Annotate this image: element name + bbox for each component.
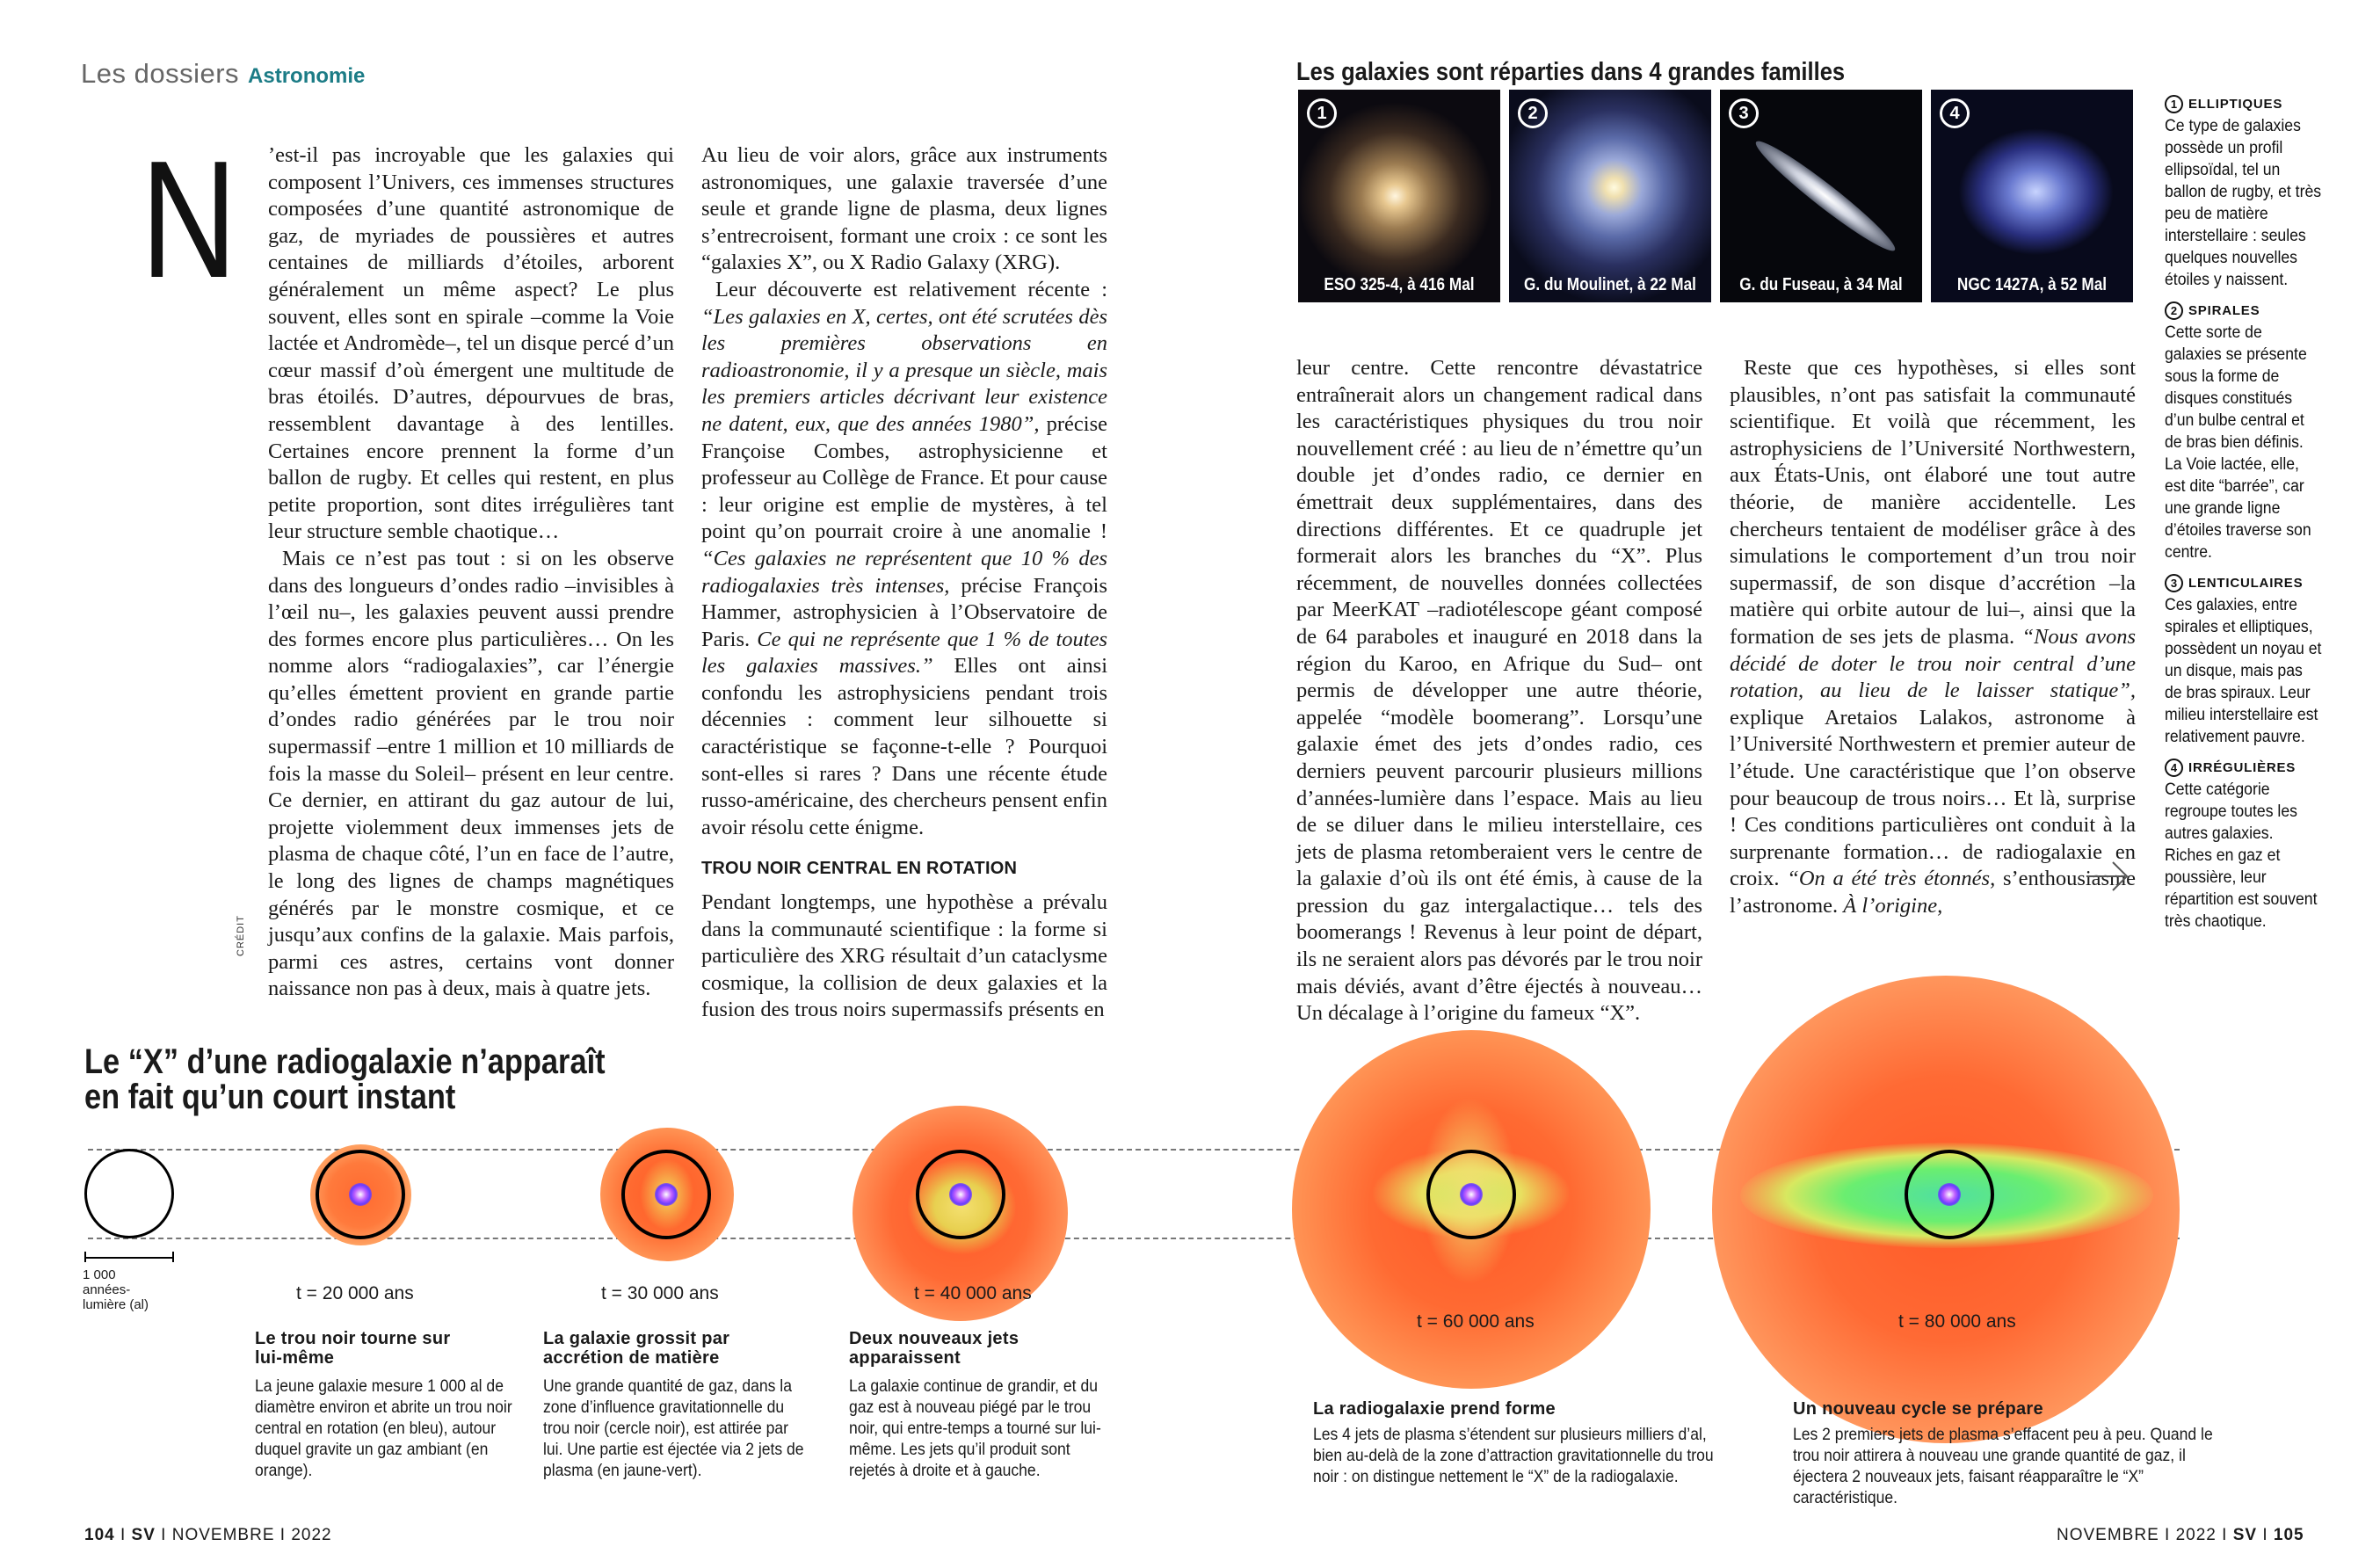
issue-date-left: NOVEMBRE I 2022 [171, 1526, 332, 1544]
scale-circle [84, 1149, 174, 1238]
galaxy-photo-spiral [1509, 90, 1711, 302]
galaxy-photo-irregular [1931, 90, 2133, 302]
article-column-1 [268, 142, 674, 1003]
footer-right: NOVEMBRE I 2022 I SV I 105 [2057, 1526, 2304, 1544]
issue-date-right: NOVEMBRE I 2022 [2057, 1526, 2217, 1544]
influence-ring-3 [916, 1150, 1005, 1239]
influence-ring-4 [1426, 1150, 1516, 1239]
badge-3: 3 [1729, 98, 1759, 128]
article-column-2 [701, 142, 1107, 1024]
scale-bar-tick-left [84, 1252, 86, 1262]
article-column-4 [1730, 355, 2136, 919]
col1-paragraph-1: ’est-il pas incroyable que les galaxies qui composent l’Univers, ces immenses structures composées d’une quantité astronomique de gaz, de myriades de poussières et autres centaines de milliards d’étoiles, arborent généralement un même aspect? Le plus souvent, elles sont en spirale –comme la Voie lactée et Andromède–, tel un disque percé d’un cœur massif d’où émergent une multitude de bras étoilés. D’autres, dépourvues de bras, ressemblent davantage à des lentilles. Certaines encore prennent la forme d’un ballon de rugby. Et celles qui restent, en plus petite proportion, sont dites irrégulières tant leur structure semble chaotique… [268, 143, 674, 544]
influence-ring-2 [621, 1150, 711, 1239]
influence-ring-5 [1905, 1150, 1994, 1239]
scale-bar-tick-right [172, 1252, 174, 1262]
stage-text-3: La galaxie continue de grandir, et du gaz est à nouveau piégé par le trou noir, qui entre-temps a tourné sur lui-même. Les jets qu’il produit sont rejetés à droite et à gauche. [849, 1376, 1101, 1480]
photo-caption-1: ESO 325-4, à 416 Mal [1324, 275, 1475, 294]
type-text-4: Cette catégorie regroupe toutes les autres galaxies. Riches en gaz et poussière, leur répartition est souvent très chaotique. [2165, 780, 2318, 931]
continue-arrow-icon [2086, 857, 2130, 896]
infographic-title-line-1: Le “X” d’une radiogalaxie n’apparaît [84, 1042, 606, 1081]
badge-1: 1 [1307, 98, 1337, 128]
time-label-2: t = 30 000 ans [601, 1283, 719, 1303]
type-heading-3: 3 LENTICULAIRES [2165, 572, 2323, 594]
stage-title-1: Le trou noir tourne sur lui-même [255, 1329, 451, 1368]
type-heading-2: 2 SPIRALES [2165, 300, 2323, 322]
time-label-1: t = 20 000 ans [296, 1283, 414, 1303]
section-label: Les dossiers [81, 58, 240, 89]
time-label-5: t = 80 000 ans [1898, 1311, 2016, 1332]
col4-paragraph: Reste que ces hypothèses, si elles sont plausibles, n’ont pas satisfait la communauté scientifique. Et voilà que récemment, les astrophysiciens de l’Université Northwestern, aux États-Unis, ont élaboré une tout autre théorie, de manière accidentelle. Les chercheurs tentaient de modéliser grâce à des simulations le comportement d’un trou noir supermassif, de son disque d’accrétion –la matière qui orbite autour de lui–, ainsi que la formation de ses jets de plasma. “Nous avons décidé de doter le trou noir central d’une rotation, au lieu de le laisser statique”, explique Aretaios Lalakos, astronome à l’Université Northwestern et premier auteur de l’étude. Une caractéristique que l’on observe pour beaucoup de trous noirs… Et là, surprise ! Ces conditions particulières ont conduit à la surprenante formation… de radiogalaxie en croix. “On a été très étonnés, s’enthousiasme l’astronome. À l’origine, [1730, 356, 2137, 918]
col2-paragraph-2: Leur découverte est relativement récente : “Les galaxies en X, certes, ont été scrutées dès les premières observations en radioastronomie, il y a presque un siècle, mais les premiers articles décrivant leur existence ne datent, eux, que des années 1980”, précise Françoise Combes, astrophysicienne et professeur au Collège de France. Et pour cause : leur origine est emplie de mystères, à tel point qu’on pourrait croire à une anomalie ! “Ces galaxies ne représentent que 10 % des radiogalaxies très intenses, précise François Hammer, astrophysicien à l’Observatoire de Paris. Ce qui ne représente que 1 % de toutes les galaxies massives.” Elles ont ainsi confondu les astrophysiciens pendant trois décennies : comment leur silhouette si caractéristique se façonne-t-elle ? Pourquoi sont-elles si rares ? Dans une récente étude russo-américaine, des chercheurs pensent enfin avoir résolu cette énigme. [701, 277, 1108, 839]
logo-left: SV [131, 1526, 156, 1544]
influence-ring-1 [316, 1150, 405, 1239]
type-heading-4: 4 IRRÉGULIÈRES [2165, 757, 2323, 779]
article-column-3 [1296, 355, 1702, 1027]
subheading: TROU NOIR CENTRAL EN ROTATION [701, 859, 1018, 879]
footer-left: 104 I SV I NOVEMBRE I 2022 [84, 1526, 332, 1544]
scale-bar [84, 1257, 174, 1259]
photo-caption-2: G. du Moulinet, à 22 Mal [1524, 275, 1696, 294]
time-label-4: t = 60 000 ans [1417, 1311, 1535, 1332]
photo-caption-4: NGC 1427A, à 52 Mal [1956, 275, 2108, 294]
stage-title-4: La radiogalaxie prend forme [1313, 1399, 1556, 1419]
infographic-title [84, 1044, 606, 1114]
infographic-title-line-2: en fait qu’un court instant [84, 1078, 456, 1116]
stage-text-5: Les 2 premiers jets de plasma s’effacent peu à peu. Quand le trou noir attirera à nouveau une grande quantité de gaz, il éjectera 2 nouveaux jets, faisant réapparaître le “X” caractéristique. [1793, 1425, 2213, 1507]
stage-text-1: La jeune galaxie mesure 1 000 al de diamètre environ et abrite un trou noir central en rotation (en bleu), autour duquel gravite un gaz ambiant (en orange). [255, 1376, 512, 1480]
galaxy-photo-lenticular [1720, 90, 1922, 302]
galaxy-types-sidebar [2165, 88, 2323, 933]
galaxies-title: Les galaxies sont réparties dans 4 grandes familles [1296, 58, 1846, 86]
scale-label: 1 000 années- lumière (al) [83, 1267, 149, 1312]
section-header [81, 58, 365, 90]
stage-text-4: Les 4 jets de plasma s’étendent sur plusieurs milliers d’al, bien au-delà de la zone d’attraction gravitationnelle du trou noir : on distingue nettement le “X” de la radiogalaxie. [1313, 1425, 1714, 1486]
type-text-3: Ces galaxies, entre spirales et elliptiques, possèdent un noyau et un disque, mais pas de bras spiraux. Leur milieu interstellaire est relativement pauvre. [2165, 595, 2322, 746]
type-heading-1: 1 ELLIPTIQUES [2165, 93, 2323, 115]
col3-paragraph: leur centre. Cette rencontre dévastatrice entraînerait alors un changement radical dans les caractéristiques physiques du trou noir nouvellement créé : au lieu de n’émettre qu’un double jet d’ondes radio, ce dernier en émettrait deux supplémentaires, dans des directions différentes. Et ce quadruple jet formerait alors les branches du “X”. Plus récemment, de nouvelles données collectées par MeerKAT –radiotélescope géant composé de 64 paraboles et inauguré en 2018 dans la région du Karoo, en Afrique du Sud– ont permis de développer une autre théorie, appelée “modèle boomerang”. Lorsqu’une galaxie émet des jets d’ondes radio, ces derniers peuvent parcourir plusieurs millions d’années-lumière dans l’espace. Mais au lieu de se diluer dans le milieu interstellaire, ces jets de plasma retomberaient vers le centre de la galaxie d’où ils ont été émis, à cause de la pression du gaz intergalactique… tels des boomerangs ! Revenus à leur point de départ, ils ne seraient alors pas dévorés par le trou noir mais déviés, avant d’être éjectés à nouveau… Un décalage à l’origine du fameux “X”. [1296, 356, 1702, 1026]
time-label-3: t = 40 000 ans [914, 1283, 1032, 1303]
page-number-right: 105 [2273, 1526, 2304, 1544]
stage-title-3: Deux nouveaux jets apparaissent [849, 1329, 1019, 1368]
col2-paragraph-3: Pendant longtemps, une hypothèse a prévalu dans la communauté scientifique : la forme si particulière des XRG résultait d’un cataclysme cosmique, la collision de deux galaxies et la fusion des trous noirs supermassifs présents en [701, 890, 1107, 1022]
type-text-2: Cette sorte de galaxies se présente sous la forme de disques constitués d’un bulbe central et de bras bien définis. La Voie lactée, elle, est dite “barrée”, car une grande ligne d’étoiles traverse son centre. [2165, 323, 2311, 562]
page-number-left: 104 [84, 1526, 115, 1544]
galaxy-photo-elliptical [1298, 90, 1500, 302]
col2-paragraph-1: Au lieu de voir alors, grâce aux instruments astronomiques, une galaxie traversée d’une seule et grande ligne de plasma, deux lignes s’entrecroisent, formant une croix : ce sont les “galaxies X”, ou X Radio Galaxy (XRG). [701, 143, 1107, 275]
logo-right: SV [2232, 1526, 2258, 1544]
lenticular-disk [1749, 133, 1902, 259]
stage-title-5: Un nouveau cycle se prépare [1793, 1399, 2043, 1419]
drop-cap: N [141, 127, 237, 313]
topic-label: Astronomie [248, 64, 366, 88]
type-text-1: Ce type de galaxies possède un profil ellipsoïdal, tel un ballon de rugby, et très peu de matière interstellaire : seules quelques nouvelles étoiles y naissent. [2165, 116, 2322, 289]
photo-caption-3: G. du Fuseau, à 34 Mal [1739, 275, 1903, 294]
col1-paragraph-2: Mais ce n’est pas tout : si on les observe dans des longueurs d’ondes radio –invisibles à l’œil nu–, les galaxies peuvent aussi prendre des formes encore plus particulières… On les nomme alors “radiogalaxies”, car l’énergie qu’elles émettent provient en grande partie d’ondes radio générées par le trou noir supermassif –entre 1 million et 10 milliards de fois la masse du Soleil– présent en leur centre. Ce dernier, en attirant du gaz autour de lui, projette violemment deux immenses jets de plasma de chaque côté, l’un en face de l’autre, le long des lignes de champs magnétiques générés par le monstre cosmique, et ce jusqu’aux confins de la galaxie. Mais parfois, parmi ces astres, certains vont donner naissance non pas à deux, mais à quatre jets. [268, 546, 674, 1001]
badge-2: 2 [1518, 98, 1548, 128]
photo-credit: CRÉDIT [236, 915, 246, 956]
stage-text-2: Une grande quantité de gaz, dans la zone d’influence gravitationnelle du trou noir (cercle noir), est attirée par lui. Une partie est éjectée via 2 jets de plasma (en jaune-vert). [543, 1376, 804, 1480]
badge-4: 4 [1940, 98, 1970, 128]
stage-title-2: La galaxie grossit par accrétion de matière [543, 1329, 730, 1368]
